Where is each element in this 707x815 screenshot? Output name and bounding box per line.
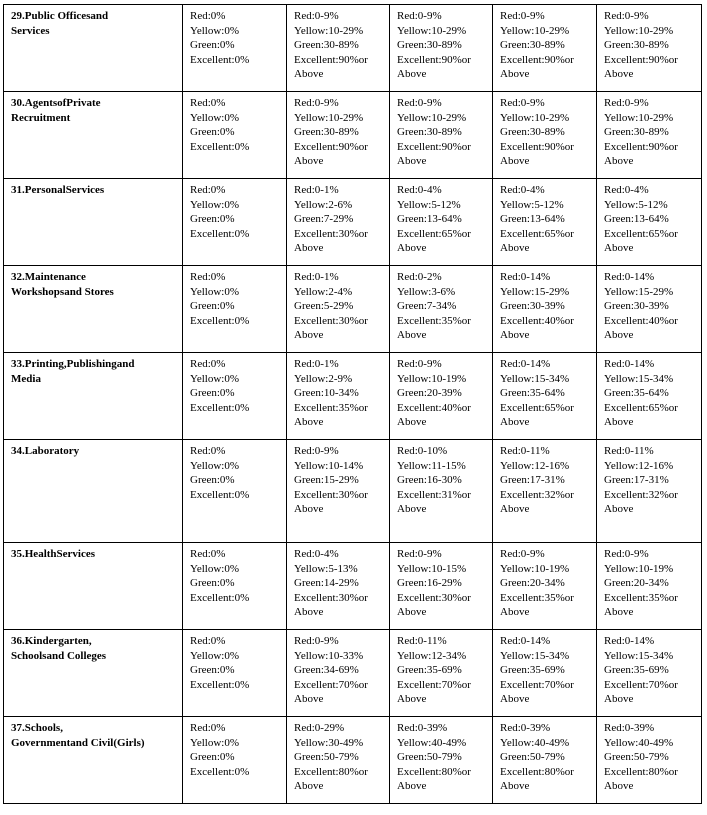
- band-line: Red:0-14%: [604, 271, 655, 283]
- category-cell: [4, 630, 183, 717]
- band-line: Excellent:80%or: [604, 765, 678, 778]
- band-line: Excellent:0%: [190, 488, 250, 501]
- band-line: Yellow:10-29%: [397, 111, 467, 124]
- band-line: Excellent:30%or: [294, 227, 368, 240]
- band-line: Excellent:32%or: [500, 488, 574, 501]
- band-line: Above: [604, 416, 634, 428]
- band-line: Yellow:12-16%: [500, 459, 570, 472]
- band-line: Green:30-89%: [397, 126, 462, 138]
- band-line: Green:30-39%: [500, 300, 565, 312]
- band-line: Above: [397, 693, 427, 705]
- category-cell: [4, 717, 183, 804]
- band-line: Red:0%: [190, 445, 226, 457]
- band-cell: [493, 179, 597, 266]
- band-cell: [493, 92, 597, 179]
- band-cell: [597, 353, 702, 440]
- band-line: Above: [500, 693, 530, 705]
- band-line: Red:0-29%: [294, 722, 345, 734]
- band-line: Red:0-9%: [397, 97, 442, 109]
- band-line: Excellent:90%or: [604, 53, 678, 66]
- band-line: Excellent:80%or: [500, 765, 574, 778]
- band-line: Above: [294, 606, 324, 618]
- band-cell: [183, 717, 287, 804]
- band-line: Red:0-9%: [294, 635, 339, 647]
- band-line: Green:0%: [190, 751, 235, 763]
- band-cell: [183, 179, 287, 266]
- band-line: Red:0-9%: [294, 10, 339, 22]
- band-line: Yellow:0%: [190, 372, 240, 385]
- band-line: Green:35-69%: [500, 664, 565, 676]
- band-line: Excellent:0%: [190, 53, 250, 66]
- band-cell: [287, 543, 390, 630]
- band-line: Red:0-1%: [294, 184, 339, 196]
- band-line: Above: [500, 329, 530, 341]
- band-line: Red:0-11%: [397, 635, 447, 647]
- band-cell: [390, 440, 493, 543]
- band-line: Yellow:0%: [190, 24, 240, 37]
- band-line: Yellow:10-29%: [604, 111, 674, 124]
- band-line: Red:0-1%: [294, 358, 339, 370]
- band-line: Yellow:15-29%: [604, 285, 674, 298]
- band-line: Above: [294, 242, 324, 254]
- band-line: Yellow:5-12%: [397, 198, 461, 211]
- band-line: Red:0%: [190, 10, 226, 22]
- table-row: [4, 179, 702, 266]
- band-line: Red:0%: [190, 635, 226, 647]
- band-line: Excellent:30%or: [294, 591, 368, 604]
- band-line: Yellow:10-19%: [397, 372, 467, 385]
- band-line: Excellent:80%or: [294, 765, 368, 778]
- band-line: Excellent:30%or: [294, 314, 368, 327]
- band-line: Red:0%: [190, 548, 226, 560]
- band-line: Excellent:65%or: [397, 227, 471, 240]
- band-line: Excellent:0%: [190, 227, 250, 240]
- band-cell: [390, 92, 493, 179]
- band-line: Above: [604, 503, 634, 515]
- band-line: Green:15-29%: [294, 474, 359, 486]
- band-line: Yellow:10-19%: [500, 562, 570, 575]
- band-line: Yellow:0%: [190, 649, 240, 662]
- band-line: Yellow:10-19%: [604, 562, 674, 575]
- band-line: Above: [294, 693, 324, 705]
- band-cell: [390, 5, 493, 92]
- band-line: Excellent:35%or: [604, 591, 678, 604]
- band-line: Green:16-30%: [397, 474, 462, 486]
- band-cell: [597, 440, 702, 543]
- band-line: Above: [294, 416, 324, 428]
- band-line: Above: [604, 242, 634, 254]
- band-line: Above: [294, 503, 324, 515]
- category-label: Governmentand Civil(Girls): [11, 736, 145, 749]
- band-cell: [287, 266, 390, 353]
- band-cell: [390, 717, 493, 804]
- band-line: Yellow:5-12%: [604, 198, 668, 211]
- band-line: Red:0-14%: [500, 635, 551, 647]
- band-cell: [597, 717, 702, 804]
- band-line: Excellent:0%: [190, 401, 250, 414]
- band-line: Yellow:0%: [190, 285, 240, 298]
- band-cell: [597, 266, 702, 353]
- band-line: Green:30-89%: [500, 39, 565, 51]
- band-line: Yellow:2-4%: [294, 285, 353, 298]
- band-cell: [287, 630, 390, 717]
- band-line: Red:0-4%: [397, 184, 442, 196]
- band-line: Green:30-89%: [397, 39, 462, 51]
- table-body: [4, 5, 702, 804]
- band-line: Red:0-2%: [397, 271, 442, 283]
- band-cell: [287, 353, 390, 440]
- band-line: Red:0-11%: [500, 445, 550, 457]
- band-line: Green:17-31%: [500, 474, 565, 486]
- band-cell: [493, 440, 597, 543]
- band-line: Green:0%: [190, 126, 235, 138]
- band-line: Red:0-9%: [500, 97, 545, 109]
- band-line: Yellow:15-34%: [604, 649, 674, 662]
- band-line: Above: [500, 606, 530, 618]
- band-line: Red:0-14%: [604, 358, 655, 370]
- band-line: Yellow:2-6%: [294, 198, 353, 211]
- band-line: Yellow:5-12%: [500, 198, 564, 211]
- band-cell: [390, 630, 493, 717]
- band-line: Excellent:65%or: [500, 401, 574, 414]
- band-line: Yellow:3-6%: [397, 285, 456, 298]
- band-line: Green:5-29%: [294, 300, 354, 312]
- band-line: Yellow:15-34%: [500, 372, 570, 385]
- band-line: Yellow:0%: [190, 111, 240, 124]
- band-line: Above: [294, 780, 324, 792]
- band-line: Excellent:31%or: [397, 488, 471, 501]
- band-cell: [493, 717, 597, 804]
- band-line: Excellent:90%or: [294, 140, 368, 153]
- band-line: Red:0-14%: [604, 635, 655, 647]
- band-line: Green:20-34%: [604, 577, 669, 589]
- band-line: Green:50-79%: [500, 751, 565, 763]
- band-line: Above: [294, 155, 324, 167]
- band-line: Yellow:15-34%: [604, 372, 674, 385]
- band-line: Above: [604, 780, 634, 792]
- band-line: Green:30-89%: [294, 39, 359, 51]
- band-line: Red:0-39%: [500, 722, 551, 734]
- band-line: Yellow:0%: [190, 562, 240, 575]
- band-line: Green:20-39%: [397, 387, 462, 399]
- band-line: Red:0%: [190, 184, 226, 196]
- band-line: Red:0-4%: [604, 184, 649, 196]
- band-line: Red:0-9%: [397, 10, 442, 22]
- band-line: Above: [397, 416, 427, 428]
- band-line: Red:0%: [190, 271, 226, 283]
- band-line: Excellent:30%or: [397, 591, 471, 604]
- band-line: Excellent:40%or: [500, 314, 574, 327]
- band-line: Yellow:10-29%: [294, 24, 364, 37]
- band-cell: [183, 440, 287, 543]
- band-line: Yellow:0%: [190, 198, 240, 211]
- category-label: 33.Printing,Publishingand: [11, 358, 135, 370]
- band-line: Yellow:10-14%: [294, 459, 364, 472]
- band-line: Green:7-34%: [397, 300, 457, 312]
- band-line: Yellow:30-49%: [294, 736, 364, 749]
- band-line: Green:35-64%: [500, 387, 565, 399]
- table-row: [4, 717, 702, 804]
- band-line: Above: [294, 329, 324, 341]
- band-line: Yellow:10-29%: [397, 24, 467, 37]
- category-label: 31.PersonalServices: [11, 184, 105, 196]
- band-line: Red:0-9%: [294, 445, 339, 457]
- band-line: Red:0%: [190, 358, 226, 370]
- band-line: Red:0-9%: [604, 548, 649, 560]
- table-row: [4, 266, 702, 353]
- band-line: Green:50-79%: [604, 751, 669, 763]
- band-line: Excellent:0%: [190, 314, 250, 327]
- band-line: Green:34-69%: [294, 664, 359, 676]
- band-line: Yellow:10-15%: [397, 562, 467, 575]
- band-line: Excellent:0%: [190, 765, 250, 778]
- band-line: Yellow:10-29%: [294, 111, 364, 124]
- band-line: Green:35-64%: [604, 387, 669, 399]
- band-cell: [287, 92, 390, 179]
- band-line: Green:10-34%: [294, 387, 359, 399]
- band-cell: [390, 266, 493, 353]
- band-line: Green:0%: [190, 300, 235, 312]
- band-cell: [183, 543, 287, 630]
- band-cell: [493, 5, 597, 92]
- band-line: Above: [500, 68, 530, 80]
- table-row: [4, 353, 702, 440]
- table-row: [4, 630, 702, 717]
- band-cell: [493, 353, 597, 440]
- band-line: Above: [500, 155, 530, 167]
- band-line: Green:20-34%: [500, 577, 565, 589]
- band-line: Green:13-64%: [604, 213, 669, 225]
- band-cell: [493, 543, 597, 630]
- band-line: Green:50-79%: [397, 751, 462, 763]
- band-line: Red:0-14%: [500, 271, 551, 283]
- band-cell: [287, 440, 390, 543]
- band-line: Excellent:90%or: [604, 140, 678, 153]
- band-line: Above: [397, 780, 427, 792]
- band-cell: [183, 266, 287, 353]
- band-line: Yellow:12-34%: [397, 649, 467, 662]
- band-line: Yellow:5-13%: [294, 562, 358, 575]
- band-cell: [597, 179, 702, 266]
- band-cell: [183, 353, 287, 440]
- band-line: Green:13-64%: [500, 213, 565, 225]
- band-cell: [493, 266, 597, 353]
- band-line: Yellow:10-29%: [500, 24, 570, 37]
- band-line: Excellent:35%or: [500, 591, 574, 604]
- band-line: Excellent:40%or: [604, 314, 678, 327]
- table-row: [4, 440, 702, 543]
- band-line: Green:0%: [190, 39, 235, 51]
- band-line: Red:0-4%: [294, 548, 339, 560]
- band-cell: [287, 5, 390, 92]
- category-label: 32.Maintenance: [11, 271, 86, 283]
- category-cell: [4, 5, 183, 92]
- category-cell: [4, 353, 183, 440]
- band-line: Green:0%: [190, 213, 235, 225]
- band-line: Yellow:10-29%: [604, 24, 674, 37]
- band-line: Red:0-9%: [397, 548, 442, 560]
- band-line: Excellent:80%or: [397, 765, 471, 778]
- band-line: Green:7-29%: [294, 213, 354, 225]
- band-line: Green:13-64%: [397, 213, 462, 225]
- band-line: Red:0-39%: [604, 722, 655, 734]
- band-line: Yellow:10-33%: [294, 649, 364, 662]
- band-line: Excellent:90%or: [397, 140, 471, 153]
- band-line: Above: [397, 503, 427, 515]
- band-line: Excellent:65%or: [500, 227, 574, 240]
- band-cell: [390, 353, 493, 440]
- band-line: Red:0%: [190, 722, 226, 734]
- band-line: Excellent:90%or: [500, 140, 574, 153]
- band-line: Green:0%: [190, 664, 235, 676]
- band-line: Above: [604, 329, 634, 341]
- band-line: Green:30-89%: [500, 126, 565, 138]
- category-cell: [4, 543, 183, 630]
- band-cell: [597, 543, 702, 630]
- category-cell: [4, 179, 183, 266]
- band-line: Yellow:40-49%: [604, 736, 674, 749]
- band-line: Excellent:70%or: [604, 678, 678, 691]
- band-line: Excellent:30%or: [294, 488, 368, 501]
- band-line: Yellow:10-29%: [500, 111, 570, 124]
- band-line: Red:0%: [190, 97, 226, 109]
- band-line: Excellent:70%or: [294, 678, 368, 691]
- band-line: Excellent:90%or: [294, 53, 368, 66]
- band-line: Above: [604, 606, 634, 618]
- band-line: Excellent:32%or: [604, 488, 678, 501]
- band-line: Excellent:0%: [190, 678, 250, 691]
- band-line: Yellow:0%: [190, 736, 240, 749]
- band-line: Above: [294, 68, 324, 80]
- band-line: Excellent:35%or: [294, 401, 368, 414]
- table-row: [4, 5, 702, 92]
- band-line: Red:0-9%: [500, 10, 545, 22]
- category-label: Recruitment: [11, 111, 71, 124]
- category-cell: [4, 92, 183, 179]
- band-line: Above: [500, 503, 530, 515]
- category-label: 34.Laboratory: [11, 445, 80, 457]
- band-line: Above: [397, 242, 427, 254]
- band-line: Green:50-79%: [294, 751, 359, 763]
- band-line: Red:0-4%: [500, 184, 545, 196]
- band-cell: [183, 92, 287, 179]
- band-line: Excellent:65%or: [604, 227, 678, 240]
- band-line: Above: [500, 242, 530, 254]
- band-line: Yellow:15-34%: [500, 649, 570, 662]
- table-row: [4, 92, 702, 179]
- band-line: Red:0-11%: [604, 445, 654, 457]
- band-cell: [287, 179, 390, 266]
- band-line: Red:0-1%: [294, 271, 339, 283]
- band-line: Red:0-10%: [397, 445, 448, 457]
- band-line: Above: [397, 606, 427, 618]
- category-label: Media: [11, 372, 41, 385]
- band-line: Yellow:0%: [190, 459, 240, 472]
- category-cell: [4, 266, 183, 353]
- band-cell: [183, 5, 287, 92]
- band-line: Green:35-69%: [397, 664, 462, 676]
- band-line: Green:17-31%: [604, 474, 669, 486]
- band-line: Excellent:35%or: [397, 314, 471, 327]
- band-line: Yellow:2-9%: [294, 372, 353, 385]
- band-line: Excellent:70%or: [500, 678, 574, 691]
- band-line: Yellow:40-49%: [397, 736, 467, 749]
- band-line: Red:0-9%: [397, 358, 442, 370]
- band-cell: [597, 630, 702, 717]
- category-cell: [4, 440, 183, 543]
- band-line: Above: [500, 416, 530, 428]
- band-cell: [287, 717, 390, 804]
- band-line: Green:0%: [190, 474, 235, 486]
- band-cell: [183, 630, 287, 717]
- band-line: Red:0-9%: [604, 97, 649, 109]
- band-line: Yellow:15-29%: [500, 285, 570, 298]
- band-line: Excellent:70%or: [397, 678, 471, 691]
- band-line: Green:0%: [190, 387, 235, 399]
- band-line: Green:30-89%: [604, 126, 669, 138]
- band-line: Green:14-29%: [294, 577, 359, 589]
- band-line: Above: [604, 693, 634, 705]
- band-cell: [493, 630, 597, 717]
- category-label: Schoolsand Colleges: [11, 649, 107, 662]
- band-line: Red:0-9%: [294, 97, 339, 109]
- band-line: Above: [500, 780, 530, 792]
- band-line: Above: [604, 155, 634, 167]
- category-label: 37.Schools,: [11, 722, 63, 734]
- band-line: Excellent:65%or: [604, 401, 678, 414]
- category-label: 36.Kindergarten,: [11, 635, 92, 647]
- band-line: Red:0-39%: [397, 722, 448, 734]
- band-line: Green:30-39%: [604, 300, 669, 312]
- band-line: Yellow:12-16%: [604, 459, 674, 472]
- band-line: Excellent:40%or: [397, 401, 471, 414]
- band-line: Above: [397, 68, 427, 80]
- band-line: Excellent:90%or: [397, 53, 471, 66]
- band-cell: [390, 179, 493, 266]
- band-line: Yellow:40-49%: [500, 736, 570, 749]
- band-line: Above: [397, 155, 427, 167]
- category-label: 30.AgentsofPrivate: [11, 97, 101, 109]
- band-line: Red:0-9%: [500, 548, 545, 560]
- nitaqat-table: [3, 4, 702, 804]
- band-line: Red:0-9%: [604, 10, 649, 22]
- band-line: Green:30-89%: [604, 39, 669, 51]
- band-line: Green:0%: [190, 577, 235, 589]
- band-line: Red:0-14%: [500, 358, 551, 370]
- category-label: 35.HealthServices: [11, 548, 96, 560]
- category-label: 29.Public Officesand: [11, 10, 109, 22]
- category-label: Services: [11, 24, 50, 37]
- band-line: Above: [604, 68, 634, 80]
- table-row: [4, 543, 702, 630]
- band-line: Green:30-89%: [294, 126, 359, 138]
- band-line: Green:16-29%: [397, 577, 462, 589]
- band-cell: [597, 5, 702, 92]
- band-line: Excellent:90%or: [500, 53, 574, 66]
- band-cell: [597, 92, 702, 179]
- band-line: Above: [397, 329, 427, 341]
- band-line: Green:35-69%: [604, 664, 669, 676]
- band-line: Excellent:0%: [190, 591, 250, 604]
- band-cell: [390, 543, 493, 630]
- band-line: Yellow:11-15%: [397, 459, 466, 472]
- band-line: Excellent:0%: [190, 140, 250, 153]
- category-label: Workshopsand Stores: [11, 285, 114, 298]
